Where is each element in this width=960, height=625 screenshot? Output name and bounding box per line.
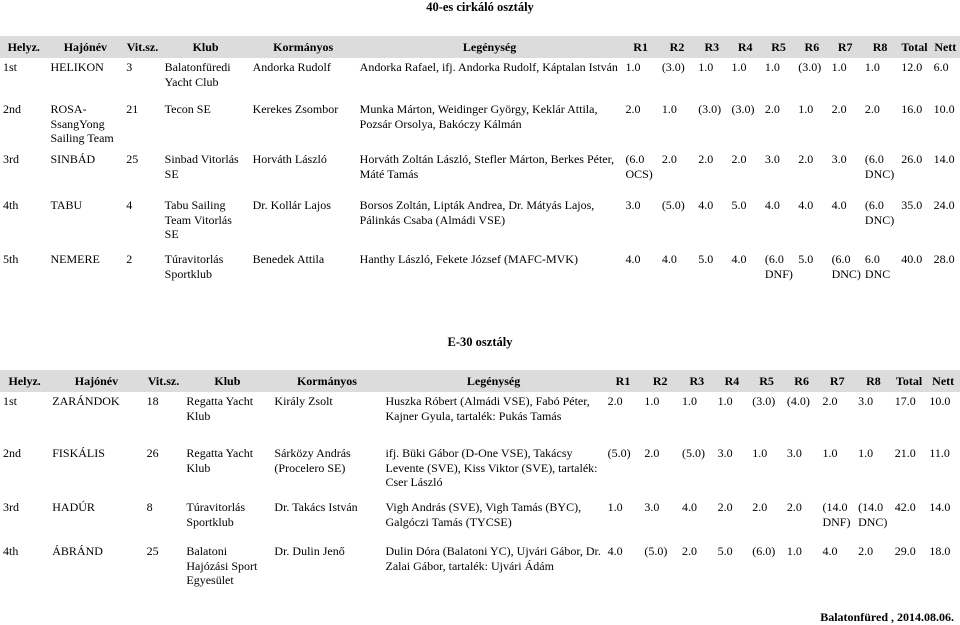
column-header: Total	[892, 370, 927, 392]
column-header: Total	[898, 36, 930, 58]
table-cell: 3.0	[831, 152, 847, 166]
table-cell: 2.0	[864, 102, 880, 116]
table-cell: 1.0	[786, 544, 802, 558]
table-cell: 1.0	[822, 446, 838, 460]
table-cell: Benedek Attila	[252, 252, 325, 266]
table-row	[0, 392, 960, 444]
table-cell: 18	[146, 394, 159, 408]
table-cell: Regatta Yacht Klub	[186, 394, 254, 423]
column-header: Vit.sz.	[144, 370, 184, 392]
column-header: R4	[729, 36, 762, 58]
results-table-e30	[0, 370, 960, 594]
column-header: Nett	[931, 36, 960, 58]
table-cell: 4.0	[607, 544, 623, 558]
table-cell: FISKÁLIS	[52, 446, 105, 460]
table-cell: 2.0	[752, 500, 768, 514]
table-cell: 4th	[3, 544, 19, 558]
table-cell: (5.0)	[644, 544, 668, 558]
table-cell: 1.0	[661, 102, 677, 116]
table-cell: 1.0	[682, 394, 698, 408]
table-cell: 4.0	[731, 252, 747, 266]
table-cell: 3.0	[858, 394, 874, 408]
table-cell: 6.0	[933, 60, 949, 74]
table-cell: (6.0 DNC)	[831, 252, 861, 281]
column-header: R3	[695, 36, 728, 58]
table-cell: 3.0	[625, 198, 641, 212]
table-cell: 25	[126, 152, 139, 166]
column-header: Klub	[162, 36, 250, 58]
table-cell: 11.0	[929, 446, 950, 460]
table-cell: 40.0	[901, 252, 923, 266]
table-cell: 10.0	[929, 394, 951, 408]
table-cell: Túravitorlás Sportklub	[186, 500, 246, 529]
table-cell: 2.0	[798, 152, 814, 166]
column-header: Helyz.	[0, 370, 49, 392]
table-cell: 3.0	[644, 500, 660, 514]
table-cell: 4.0	[625, 252, 641, 266]
table-cell: 26	[146, 446, 159, 460]
table-cell: 2.0	[764, 102, 780, 116]
table-cell: 1.0	[764, 60, 780, 74]
table-cell: Dr. Kollár Lajos	[252, 198, 331, 212]
table-cell: Andorka Rudolf	[252, 60, 331, 74]
table-row	[0, 150, 960, 196]
table-cell: Tecon SE	[164, 102, 211, 116]
table-cell: ifj. Büki Gábor (D-One VSE), Takácsy Levente (SVE), Kiss Viktor (SVE), tartalék: Cser László	[385, 446, 598, 489]
table-cell: 21.0	[894, 446, 916, 460]
table-cell: (6.0)	[752, 544, 776, 558]
table-cell: Andorka Rafael, ifj. Andorka Rudolf, Káptalan István	[359, 60, 618, 74]
column-header: Klub	[183, 370, 271, 392]
column-header: R7	[819, 370, 855, 392]
table-cell: 1st	[3, 60, 18, 74]
results-table-40-cirkalo	[0, 36, 960, 296]
column-header: Helyz.	[0, 36, 47, 58]
table-cell: 1st	[3, 394, 18, 408]
table-row	[0, 498, 960, 542]
column-header: Nett	[926, 370, 960, 392]
table-cell: 4.0	[831, 198, 847, 212]
table-cell: 8	[146, 500, 153, 514]
column-header: Hajónév	[47, 36, 123, 58]
table-cell: Huszka Róbert (Almádi VSE), Fabó Péter, Kajner Gyula, tartalék: Pukás Tamás	[385, 394, 590, 423]
table-cell: Balatoni Hajózási Sport Egyesület	[186, 544, 258, 587]
table-cell: 2.0	[661, 152, 677, 166]
table-cell: (14.0 DNC)	[858, 500, 888, 529]
table-cell: 2	[126, 252, 133, 266]
table-row	[0, 542, 960, 594]
table-cell: (6.0 DNC)	[864, 198, 895, 227]
column-header: R5	[762, 36, 795, 58]
table-cell: 12.0	[901, 60, 923, 74]
column-header: R8	[855, 370, 892, 392]
table-cell: (5.0)	[607, 446, 631, 460]
table-cell: (6.0 OCS)	[625, 152, 653, 181]
table-cell: (4.0)	[786, 394, 810, 408]
table-cell: 1.0	[607, 500, 623, 514]
table-cell: 4th	[3, 198, 19, 212]
table-cell: 2.0	[822, 394, 838, 408]
table-cell: (3.0)	[661, 60, 685, 74]
table-cell: 2nd	[3, 446, 21, 460]
table-cell: 3.0	[764, 152, 780, 166]
table-cell: (6.0 DNC)	[864, 152, 895, 181]
table-cell: 3rd	[3, 152, 19, 166]
table-cell: (14.0 DNF)	[822, 500, 851, 529]
table-cell: (3.0)	[752, 394, 776, 408]
table-cell: Kerekes Zsombor	[252, 102, 339, 116]
table-cell: 1.0	[625, 60, 641, 74]
table-cell: 2.0	[625, 102, 641, 116]
table-cell: 35.0	[901, 198, 923, 212]
table-cell: 4.0	[682, 500, 698, 514]
column-header: Vit.sz.	[123, 36, 161, 58]
table-cell: ZARÁNDOK	[52, 394, 120, 408]
column-header: Kormányos	[250, 36, 357, 58]
table-cell: Horváth Zoltán László, Stefler Márton, Berkes Péter, Máté Tamás	[359, 152, 615, 181]
table-cell: 4.0	[798, 198, 814, 212]
table-cell: Sinbad Vitorlás SE	[164, 152, 239, 181]
table-cell: 21	[126, 102, 139, 116]
table-cell: 4.0	[822, 544, 838, 558]
table-cell: Tabu Sailing Team Vitorlás SE	[164, 198, 232, 241]
table-cell: 3rd	[3, 500, 19, 514]
column-header: Legénység	[357, 36, 623, 58]
table-cell: 1.0	[752, 446, 768, 460]
table-row	[0, 100, 960, 150]
table-row	[0, 250, 960, 296]
table-cell: 6.0 DNC	[864, 252, 891, 281]
table-cell: 2.0	[607, 394, 623, 408]
table-row	[0, 444, 960, 498]
table-cell: 2.0	[698, 152, 714, 166]
table-cell: Hanthy László, Fekete József (MAFC-MVK)	[359, 252, 578, 266]
table-cell: Regatta Yacht Klub	[186, 446, 254, 475]
table-cell: Horváth László	[252, 152, 327, 166]
table-cell: Sárközy András (Procelero SE)	[274, 446, 351, 475]
table-cell: Dr. Dulin Jenő	[274, 544, 345, 558]
table-cell: Dulin Dóra (Balatoni YC), Ujvári Gábor, Dr. Zalai Gábor, tartalék: Ujvári Ádám	[385, 544, 601, 573]
table-cell: HELIKON	[50, 60, 104, 74]
table-cell: 2.0	[731, 152, 747, 166]
table-cell: 1.0	[858, 446, 874, 460]
column-header: R8	[862, 36, 898, 58]
table-cell: (5.0)	[661, 198, 685, 212]
table-cell: 1.0	[798, 102, 814, 116]
table-cell: (3.0)	[798, 60, 822, 74]
column-header: Kormányos	[271, 370, 382, 392]
table-cell: (6.0 DNF)	[764, 252, 793, 281]
table-cell: 5th	[3, 252, 19, 266]
table-cell: 5.0	[717, 544, 733, 558]
table-cell: 2.0	[717, 500, 733, 514]
table-cell: 1.0	[731, 60, 747, 74]
table-cell: 14.0	[933, 152, 955, 166]
table-cell: Munka Márton, Weidinger György, Keklár Attila, Pozsár Orsolya, Bakóczy Kálmán	[359, 102, 598, 131]
table-cell: 4.0	[661, 252, 677, 266]
table-cell: 10.0	[933, 102, 955, 116]
table-cell: Balatonfüredi Yacht Club	[164, 60, 231, 89]
table-cell: 1.0	[864, 60, 880, 74]
table-cell: Dr. Takács István	[274, 500, 358, 514]
column-header: R2	[659, 36, 695, 58]
table-cell: 1.0	[717, 394, 733, 408]
table-cell: ÁBRÁND	[52, 544, 103, 558]
section-title-e30: E-30 osztály	[447, 335, 513, 349]
table-cell: Király Zsolt	[274, 394, 333, 408]
table-cell: SINBÁD	[50, 152, 96, 166]
table-cell: 2.0	[858, 544, 874, 558]
column-header: R4	[715, 370, 750, 392]
table-cell: 29.0	[894, 544, 916, 558]
table-cell: 5.0	[798, 252, 814, 266]
table-cell: ROSA-SsangYong Sailing Team	[50, 102, 114, 145]
table-cell: 5.0	[731, 198, 747, 212]
table-cell: 4	[126, 198, 133, 212]
table-cell: Túravitorlás Sportklub	[164, 252, 224, 281]
table-cell: 5.0	[698, 252, 714, 266]
table-cell: (3.0)	[731, 102, 755, 116]
table-cell: 2.0	[831, 102, 847, 116]
table-cell: 2.0	[644, 446, 660, 460]
table-cell: 17.0	[894, 394, 916, 408]
table-cell: HADÚR	[52, 500, 95, 514]
column-header: Hajónév	[49, 370, 143, 392]
table-cell: 14.0	[929, 500, 951, 514]
table-row	[0, 58, 960, 100]
column-header: R2	[641, 370, 679, 392]
table-cell: 3.0	[717, 446, 733, 460]
column-header: Legénység	[382, 370, 604, 392]
table-cell: 1.0	[698, 60, 714, 74]
table-cell: 2.0	[786, 500, 802, 514]
table-cell: 1.0	[831, 60, 847, 74]
table-cell: 18.0	[929, 544, 951, 558]
footer-place-date: Balatonfüred , 2014.08.06.	[820, 610, 954, 624]
table-cell: (5.0)	[682, 446, 706, 460]
table-cell: 4.0	[698, 198, 714, 212]
column-header: R6	[784, 370, 820, 392]
table-cell: 28.0	[933, 252, 955, 266]
table-cell: (3.0)	[698, 102, 722, 116]
table-cell: 3	[126, 60, 133, 74]
table-cell: 26.0	[901, 152, 923, 166]
column-header: R5	[749, 370, 784, 392]
table-row	[0, 196, 960, 250]
table-cell: 4.0	[764, 198, 780, 212]
column-header: R3	[679, 370, 715, 392]
column-header: R1	[622, 36, 658, 58]
table-cell: 24.0	[933, 198, 955, 212]
table-cell: 3.0	[786, 446, 802, 460]
table-cell: 16.0	[901, 102, 923, 116]
table-cell: 42.0	[894, 500, 916, 514]
table-cell: Borsos Zoltán, Lipták Andrea, Dr. Mátyás Lajos, Pálinkás Csaba (Almádi VSE)	[359, 198, 595, 227]
table-cell: 1.0	[644, 394, 660, 408]
table-cell: 2.0	[682, 544, 698, 558]
table-cell: TABU	[50, 198, 83, 212]
table-cell: 2nd	[3, 102, 21, 116]
table-cell: 25	[146, 544, 159, 558]
column-header: R1	[605, 370, 642, 392]
column-header: R7	[829, 36, 862, 58]
column-header: R6	[795, 36, 828, 58]
table-cell: Vigh András (SVE), Vigh Tamás (BYC), Galgóczi Tamás (TYCSE)	[385, 500, 582, 529]
table-cell: NEMERE	[50, 252, 100, 266]
section-title-40-cirkalo: 40-es cirkáló osztály	[426, 0, 534, 14]
